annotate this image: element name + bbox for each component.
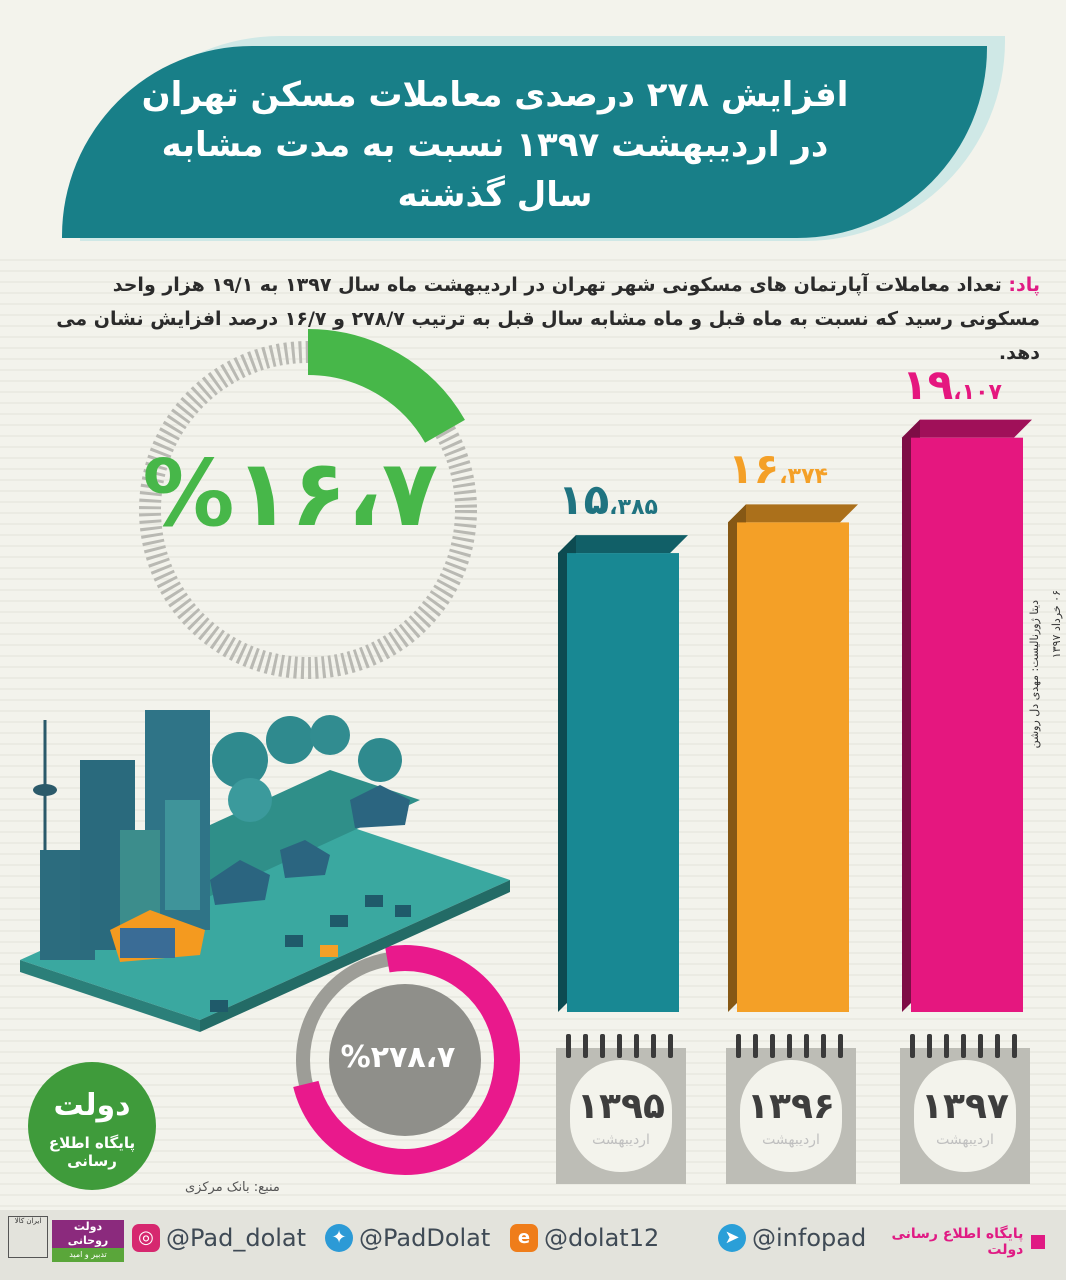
calendar-ring (978, 1034, 983, 1058)
big-gauge-arc (308, 352, 445, 431)
twitter-icon: ✦ (325, 1224, 353, 1252)
bar-value-label (902, 359, 1002, 416)
credit-note: دیتا ژورنالیست: مهدی دل روشن (1028, 600, 1041, 749)
bar-top (728, 504, 858, 522)
telegram-icon: ➤ (718, 1224, 746, 1252)
eitaa-icon: e (510, 1224, 538, 1252)
bar-2 (902, 420, 1032, 1012)
city-illustration (20, 710, 510, 1032)
calendar-ring (821, 1034, 826, 1058)
small-gauge-value: %۲۷۸،۷ (340, 1040, 456, 1075)
twitter-link[interactable] (325, 1222, 490, 1254)
instagram-handle: @Pad_dolat (166, 1224, 307, 1252)
bar-face (567, 553, 679, 1012)
instagram-link[interactable] (132, 1222, 306, 1254)
category-month: اردیبهشت (762, 1132, 820, 1148)
date-note: ۰۶ خرداد ۱۳۹۷ (1050, 590, 1063, 659)
category-year: ۱۳۹۵ (577, 1086, 665, 1127)
calendar-ring (787, 1034, 792, 1058)
telegram-handle: @infopad (752, 1224, 867, 1252)
page-title: افزایش ۲۷۸ درصدی معاملات مسکن تهران در اردیبهشت ۱۳۹۷ نسبت به مدت مشابه سال گذشته (141, 75, 849, 215)
calendar-ring (995, 1034, 1000, 1058)
calendar-ring (927, 1034, 932, 1058)
bar-value-int: ۱۵ (558, 475, 610, 525)
bar-value-label (728, 446, 828, 500)
org-square-icon (1031, 1235, 1045, 1249)
bar-value-dec: ،۱۰۷ (953, 379, 1002, 405)
calendar-ring (651, 1034, 656, 1058)
category-month: اردیبهشت (592, 1132, 650, 1148)
bar-value-dec: ،۳۸۵ (609, 495, 658, 521)
twitter-handle: @PadDolat (359, 1224, 491, 1252)
bar-1 (728, 504, 858, 1012)
source-note: منبع: بانک مرکزی (185, 1180, 280, 1195)
calendar-ring (944, 1034, 949, 1058)
org-name: پایگاه اطلاع رسانی دولت (891, 1226, 1024, 1258)
calendar-ring (770, 1034, 775, 1058)
category-month: اردیبهشت (936, 1132, 994, 1148)
bar-value-dec: ،۳۷۴ (779, 464, 828, 490)
bar-face (911, 438, 1023, 1012)
calendar-ring (804, 1034, 809, 1058)
category-year: ۱۳۹۶ (747, 1086, 835, 1127)
bar-value-int: ۱۹ (902, 359, 954, 409)
logo-line1: دولت (53, 1088, 131, 1123)
calendar-ring (961, 1034, 966, 1058)
bar-face (737, 522, 849, 1012)
eitaa-link[interactable] (510, 1222, 659, 1254)
lead-text: تعداد معاملات آپارتمان های مسکونی شهر تهران در اردیبهشت ماه سال ۱۳۹۷ به ۱۹/۱ هزار واحد مسکونی رسید که نسبت به ماه قبل و ماه مشابه سال قبل به ترتیب ۲۷۸/۷ و ۱۶/۷ درصد افزایش نشان می دهد. (56, 274, 1040, 364)
rouhani-badge (52, 1220, 124, 1259)
eitaa-handle: @dolat12 (544, 1224, 660, 1252)
calendar-ring (736, 1034, 741, 1058)
calendar-ring (600, 1034, 605, 1058)
bar-top (558, 535, 688, 553)
calendar-ring (838, 1034, 843, 1058)
calendar-ring (634, 1034, 639, 1058)
org-link[interactable] (855, 1226, 1045, 1258)
calendar-ring (1012, 1034, 1017, 1058)
dolat-logo (28, 1062, 156, 1190)
badge-title: دولت روحانی (67, 1220, 109, 1247)
calendar-ring (910, 1034, 915, 1058)
lead-tag: پاد: (1008, 274, 1040, 296)
bar-value-label (558, 477, 658, 531)
calendar-ring (617, 1034, 622, 1058)
bar-top (902, 420, 1032, 438)
instagram-icon: ◎ (132, 1224, 160, 1252)
category-year: ۱۳۹۷ (921, 1086, 1009, 1127)
bar-0 (558, 535, 688, 1012)
big-gauge-value: %۱۶،۷ (142, 440, 438, 547)
bar-value-int: ۱۶ (728, 444, 780, 494)
calendar-ring (668, 1034, 673, 1058)
logo-line2: پایگاه اطلاع رسانی (48, 1134, 136, 1170)
badge-sub: تدبیر و امید (52, 1248, 124, 1262)
telegram-link[interactable] (718, 1222, 866, 1254)
calendar-ring (583, 1034, 588, 1058)
calendar-ring (753, 1034, 758, 1058)
calendar-ring (566, 1034, 571, 1058)
emblem-icon: ایران کالا (8, 1216, 48, 1258)
